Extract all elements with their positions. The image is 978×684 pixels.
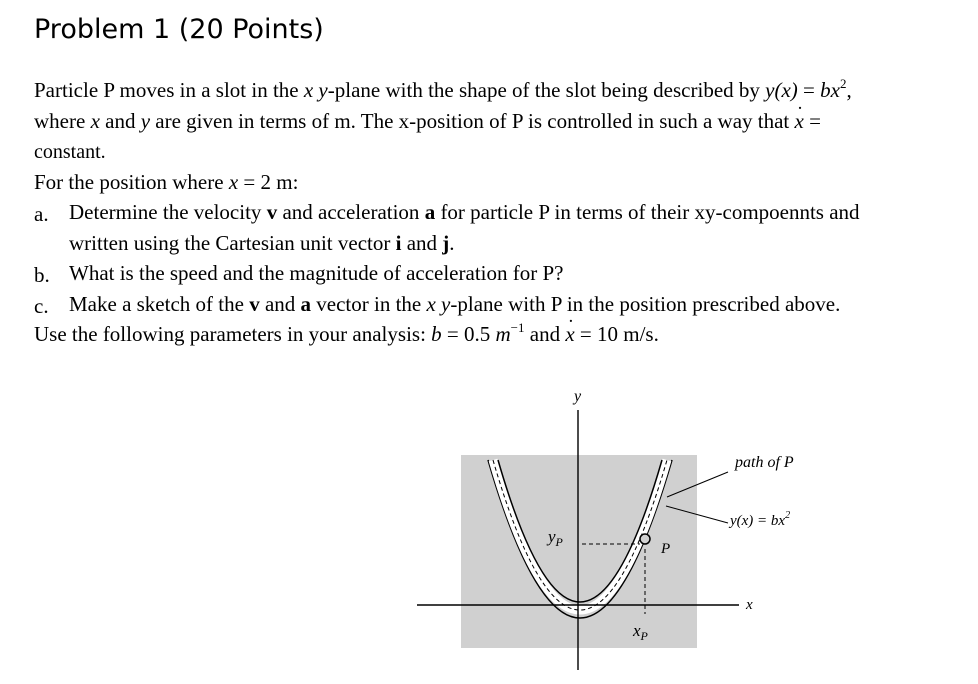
problem-title: Problem 1 (20 Points) — [34, 14, 324, 45]
equation-label: $y(x) = bx^2$ — [730, 510, 791, 529]
position-line: For the position where x = 2 m: — [34, 170, 299, 194]
yp-label: $y_P$ — [548, 527, 563, 549]
item-b-marker: b. — [34, 263, 50, 287]
item-a-line-1: Determine the velocity v and acceleration a for particle P in terms of their xy-compoennts and — [69, 200, 860, 224]
path-label: path of P — [735, 454, 794, 471]
point-p-label: P — [661, 541, 671, 557]
item-c-text: Make a sketch of the v and a vector in the x y-plane with P in the position prescribed above. — [69, 292, 841, 316]
item-a-line-2: written using the Cartesian unit vector i and j. — [69, 231, 455, 255]
xp-label: $x_P$ — [633, 621, 648, 643]
x-axis-label: x — [746, 597, 753, 613]
intro-line-1: Particle P moves in a slot in the x y-plane with the shape of the slot being described by $y(x) = bx^2$, — [34, 76, 852, 102]
y-axis-label: y — [574, 388, 582, 405]
intro-line-2: where x and y are given in terms of m. The x-position of P is controlled in such a way that x ˙ = — [34, 111, 821, 132]
intro-line-3: constant. — [34, 141, 106, 163]
particle-p — [640, 534, 650, 544]
item-a-marker: a. — [34, 202, 49, 226]
item-c-marker: c. — [34, 294, 49, 318]
parameters-line: Use the following parameters in your analysis: b = 0.5 $m^{-1}$ and x ˙ = 10 m/s. — [34, 324, 659, 345]
item-b-text: What is the speed and the magnitude of acceleration for P? — [69, 261, 564, 285]
